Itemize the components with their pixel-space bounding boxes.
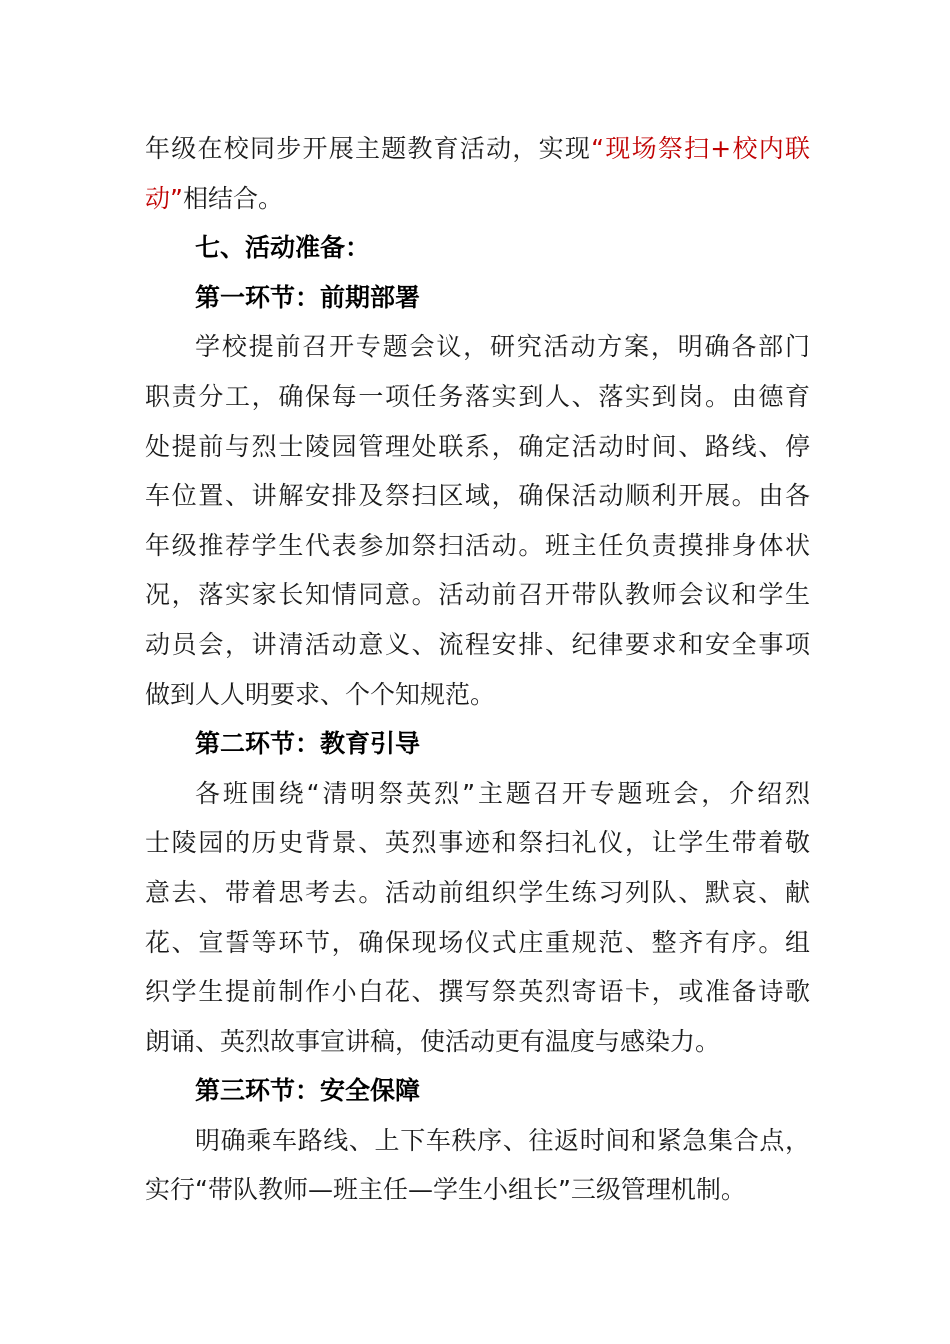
intro-line-1 xyxy=(145,124,810,174)
section-title: 七、活动准备： xyxy=(195,233,371,263)
paragraph-line: 处提前与烈士陵园管理处联系，确定活动时间、路线、停 xyxy=(145,431,810,461)
stage2-title: 第二环节：教育引导 xyxy=(195,729,421,759)
paragraph-line: 织学生提前制作小白花、撰写祭英烈寄语卡，或准备诗歌 xyxy=(145,977,810,1007)
intro-line-2 xyxy=(145,174,810,224)
paragraph-line: 况，落实家长知情同意。活动前召开带队教师会议和学生 xyxy=(145,580,810,610)
intro-highlight: “现场祭扫+校内联 xyxy=(591,134,810,163)
stage1-title: 第一环节：前期部署 xyxy=(195,282,421,312)
paragraph-line: 明确乘车路线、上下车秩序、往返时间和紧急集合点， xyxy=(195,1125,810,1155)
paragraph-line: 各班围绕“清明祭英烈”主题召开专题班会，介绍烈 xyxy=(195,778,810,808)
paragraph-line: 士陵园的历史背景、英烈事迹和祭扫礼仪，让学生带着敬 xyxy=(145,828,810,858)
paragraph-line: 车位置、讲解安排及祭扫区域，确保活动顺利开展。由各 xyxy=(145,481,810,511)
paragraph-line: 动员会，讲清活动意义、流程安排、纪律要求和安全事项 xyxy=(145,629,810,659)
paragraph-line-last: 实行“带队教师—班主任—学生小组长”三级管理机制。 xyxy=(145,1175,746,1205)
paragraph-line: 学校提前召开专题会议，研究活动方案，明确各部门 xyxy=(195,332,810,362)
paragraph-line-last: 做到人人明要求、个个知规范。 xyxy=(145,679,496,709)
intro-text: 年级在校同步开展主题教育活动，实现 xyxy=(145,134,592,163)
paragraph-line: 意去、带着思考去。活动前组织学生练习列队、默哀、献 xyxy=(145,877,810,907)
intro-highlight-end: 动” xyxy=(145,183,183,213)
intro-text-end: 相结合。 xyxy=(182,183,283,213)
stage3-title: 第三环节：安全保障 xyxy=(195,1076,421,1106)
paragraph-line-last: 朗诵、英烈故事宣讲稿，使活动更有温度与感染力。 xyxy=(145,1026,721,1056)
paragraph-line: 年级推荐学生代表参加祭扫活动。班主任负责摸排身体状 xyxy=(145,530,810,560)
document-page xyxy=(145,124,810,1215)
paragraph-line: 花、宣誓等环节，确保现场仪式庄重规范、整齐有序。组 xyxy=(145,927,810,957)
paragraph-line: 职责分工，确保每一项任务落实到人、落实到岗。由德育 xyxy=(145,381,810,411)
